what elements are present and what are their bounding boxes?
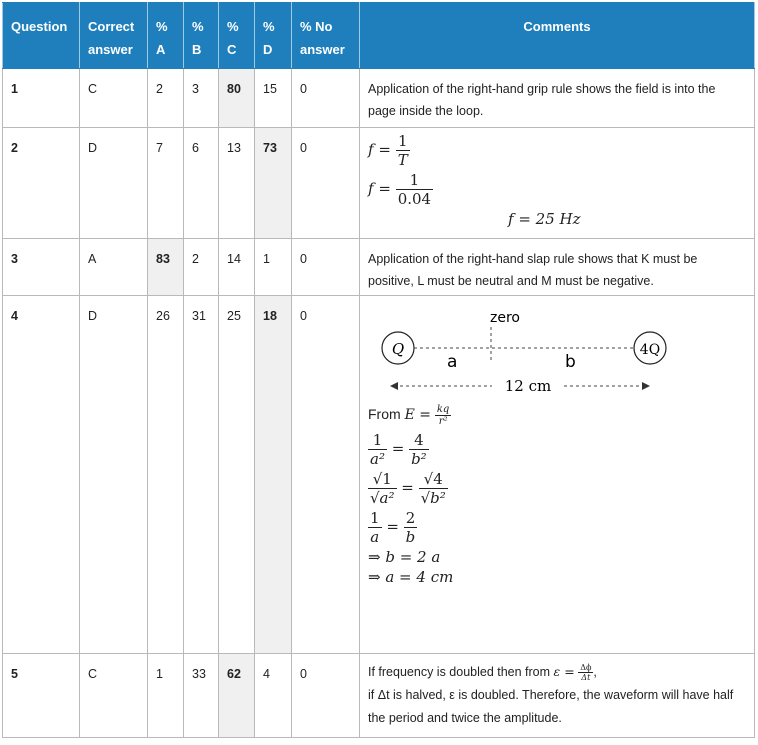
header-no-answer: % No answer (292, 3, 360, 69)
svg-text:4Q: 4Q (639, 342, 661, 358)
table-row (3, 128, 755, 239)
results-table (2, 2, 755, 738)
comment-text: If frequency is doubled then from ε = $\frac{\Delta\phi}{\Delta t}$ , if Δt is halved, ε is doubled. Therefore, the waveform will have half the period and twice the amplitude. (368, 663, 734, 725)
pct-a: 7 (156, 141, 163, 155)
correct-answer: C (88, 667, 98, 681)
pct-a: 26 (156, 309, 170, 323)
header-correct: Correct answer (80, 3, 148, 69)
pct-d: 4 (263, 667, 270, 681)
pct-b: 33 (192, 667, 206, 681)
pct-no-answer: 0 (300, 309, 307, 323)
segment-a-label: a (447, 352, 458, 372)
correct-answer: D (88, 141, 98, 155)
frequency-result: f = 25 Hz (508, 210, 581, 228)
pct-b: 6 (192, 141, 199, 155)
comment-text: Application of the right-hand slap rule shows that K must be positive, L must be neutral and M must be negative. (368, 252, 698, 288)
pct-d: 1 (263, 252, 270, 266)
pct-no-answer: 0 (300, 667, 307, 681)
pct-c: 80 (227, 82, 241, 96)
frequency-working: f = $\frac{1}{T}$ f = $\frac{1}{0.04}$ f = 25 Hz (360, 128, 754, 228)
header-pct-d: % D (255, 3, 292, 69)
header-pct-b: % B (184, 3, 219, 69)
table-row (3, 69, 755, 128)
correct-answer: C (88, 82, 98, 96)
table-row (3, 296, 755, 654)
zero-label: zero (490, 310, 520, 326)
pct-d: 73 (263, 141, 277, 155)
header-pct-a: % A (148, 3, 184, 69)
pct-c: 25 (227, 309, 241, 323)
question-number: 5 (11, 667, 18, 681)
correct-answer: A (88, 252, 97, 266)
header-row (3, 3, 755, 69)
segment-b-label: b (565, 352, 576, 372)
pct-c: 13 (227, 141, 241, 155)
question-number: 3 (11, 252, 18, 266)
pct-no-answer: 0 (300, 82, 307, 96)
pct-a: 2 (156, 82, 163, 96)
pct-c: 14 (227, 252, 241, 266)
pct-c: 62 (227, 667, 241, 681)
arrow-right-icon (642, 382, 650, 390)
pct-no-answer: 0 (300, 141, 307, 155)
arrow-left-icon (390, 382, 398, 390)
charge-diagram (360, 296, 754, 396)
pct-b: 2 (192, 252, 199, 266)
correct-answer: D (88, 309, 98, 323)
question-number: 2 (11, 141, 18, 155)
header-comments: Comments (360, 3, 755, 69)
question-number: 1 (11, 82, 18, 96)
pct-d: 18 (263, 309, 277, 323)
svg-text:Q: Q (391, 340, 405, 358)
pct-b: 3 (192, 82, 199, 96)
question-number: 4 (11, 309, 18, 323)
table-row (3, 239, 755, 296)
pct-a: 83 (156, 252, 170, 266)
comment-text: Application of the right-hand grip rule shows the field is into the page inside the loop. (368, 82, 716, 118)
coulomb-working: From E = $\frac{kq}{\text{r²}}$ $\frac{1}{\text{a²}}$ = $\frac{4}{\text{b²}}$ $\frac{√1}{\text{√a²}}$ = $\frac{√4}{\text{√b²}}$ $\frac{1}{a}$ = $\frac{2}{b}$ ⇒ b = 2 a ⇒ a = 4 cm (368, 404, 454, 586)
pct-b: 31 (192, 309, 206, 323)
distance-label: 12 cm (504, 377, 552, 395)
header-pct-c: % C (219, 3, 255, 69)
pct-a: 1 (156, 667, 163, 681)
pct-no-answer: 0 (300, 252, 307, 266)
pct-d: 15 (263, 82, 277, 96)
table-row (3, 654, 755, 738)
header-question: Question (3, 3, 80, 69)
